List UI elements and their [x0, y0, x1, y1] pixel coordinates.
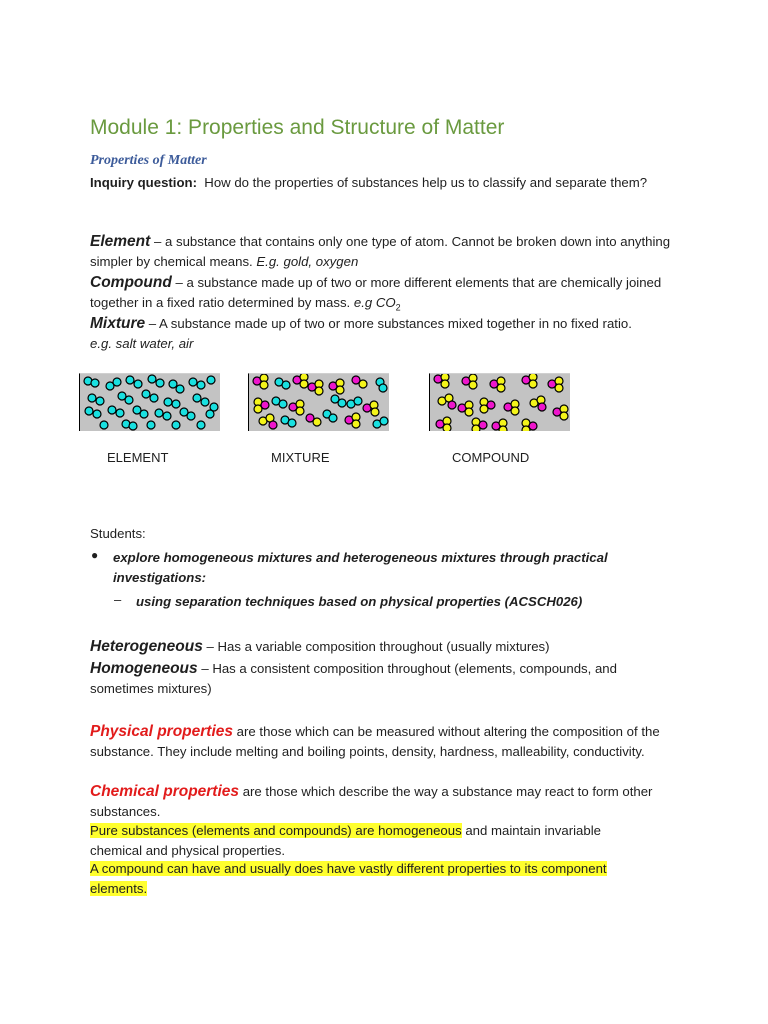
heterogeneous-text: – Has a variable composition throughout (usually mixtures)	[202, 639, 550, 654]
compound-note	[90, 859, 650, 899]
compound-subscript: 2	[395, 302, 401, 313]
mixture-particles	[249, 374, 389, 431]
physical-text: are those which can be measured without altering the composition of the substance. They include melting and boiling points, density, hardness, malleability, conductivity.	[90, 724, 660, 759]
pure-text: and maintain invariable chemical and physical properties.	[90, 823, 601, 858]
compound-example: e.g CO	[353, 295, 396, 310]
homogeneous-text: – Has a consistent composition throughout (elements, compounds, and sometimes mixtures)	[90, 661, 617, 696]
students-heading: Students:	[90, 526, 146, 541]
mixture-diagram-label: MIXTURE	[271, 450, 330, 465]
element-definition	[90, 232, 680, 272]
element-diagram	[79, 373, 220, 431]
inquiry-question	[90, 173, 680, 193]
element-example: E.g. gold, oxygen	[256, 254, 359, 269]
chemical-properties	[90, 782, 682, 822]
pure-highlight: Pure substances (elements and compounds) are homogeneous	[90, 823, 462, 838]
page-title: Module 1: Properties and Structure of Matter	[90, 116, 505, 139]
compound-term: Compound	[90, 274, 172, 291]
inquiry-text: How do the properties of substances help us to classify and separate them?	[204, 175, 648, 190]
pure-substances	[90, 821, 650, 861]
dash-icon: –	[114, 592, 122, 607]
mixture-definition	[90, 314, 680, 354]
physical-properties	[90, 722, 672, 762]
section-subtitle: Properties of Matter	[90, 153, 207, 168]
homogeneous-definition	[90, 659, 650, 699]
heterogeneous-term: Heterogeneous	[90, 638, 203, 655]
element-diagram-label: ELEMENT	[107, 450, 169, 465]
element-text: – a substance that contains only one type of atom. Cannot be broken down into anything simpler by chemical means.	[90, 234, 671, 269]
mixture-term: Mixture	[90, 315, 146, 332]
compound-definition	[90, 273, 680, 318]
heterogeneous-definition	[90, 637, 680, 657]
bullet-dot-icon: ●	[91, 548, 99, 562]
element-particles	[80, 374, 220, 431]
chemical-text: are those which describe the way a substance may react to form other substances.	[90, 784, 653, 819]
compound-diagram	[429, 373, 570, 431]
mixture-example: e.g. salt water, air	[90, 336, 194, 351]
students-bullet: explore homogeneous mixtures and heterogeneous mixtures through practical investigations:	[113, 550, 608, 585]
homogeneous-term: Homogeneous	[90, 660, 198, 677]
compound-text: – a substance made up of two or more different elements that are chemically joined together in a fixed ratio determined by mass.	[90, 275, 662, 310]
mixture-text: – A substance made up of two or more substances mixed together in no fixed ratio.	[145, 316, 632, 331]
mixture-diagram	[248, 373, 389, 431]
element-term: Element	[90, 233, 151, 250]
compound-diagram-label: COMPOUND	[452, 450, 530, 465]
compound-note-highlight: A compound can have and usually does have vastly different properties to its component elements.	[90, 861, 607, 896]
physical-term: Physical properties	[90, 723, 234, 740]
inquiry-label: Inquiry question:	[90, 175, 197, 190]
students-sub-bullet: using separation techniques based on physical properties (ACSCH026)	[136, 594, 583, 609]
chemical-term: Chemical properties	[90, 783, 240, 800]
compound-particles	[430, 374, 570, 431]
